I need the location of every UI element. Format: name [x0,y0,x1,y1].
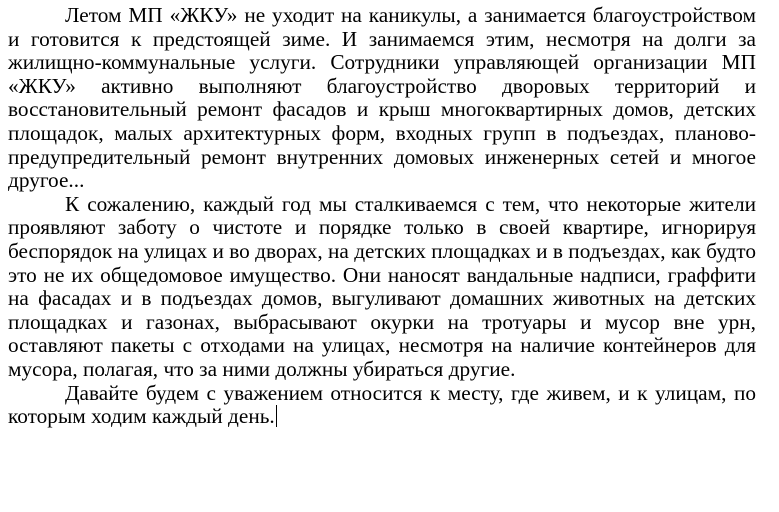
paragraph-3-text: Давайте будем с уважением относится к месту, где живем, и к улицам, по которым ходим каждый день. [8,380,756,429]
document-body[interactable] [8,4,756,429]
paragraph-2: К сожалению, каждый год мы сталкиваемся с тем, что некоторые жители проявляют заботу о чистоте и порядке только в своей квартире, игнорируя беспорядок на улицах и во дворах, на детских площадках и в подъездах, как будто это не их общедомовое имущество. Они наносят вандальные надписи, граффити на фасадах и в подъездах домов, выгуливают домашних животных на детских площадках и газонах, выбрасывают окурки на тротуары и мусор вне урн, оставляют пакеты с отходами на улицах, несмотря на наличие контейнеров для мусора, полагая, что за ними должны убираться другие. [8,191,756,381]
paragraph-1: Летом МП «ЖКУ» не уходит на каникулы, а занимается благоустройством и готовится к предстоящей зиме. И занимаемся этим, несмотря на долги за жилищно-коммунальные услуги. Сотрудники управляющей организации МП «ЖКУ» активно выполняют благоустройство дворовых территорий и восстановительный ремонт фасадов и крыш многоквартирных домов, детских площадок, малых архитектурных форм, входных групп в подъездах, планово-предупредительный ремонт внутренних домовых инженерных сетей и многое другое... [8,3,756,193]
paragraph-3 [8,382,756,429]
text-cursor [276,405,277,427]
